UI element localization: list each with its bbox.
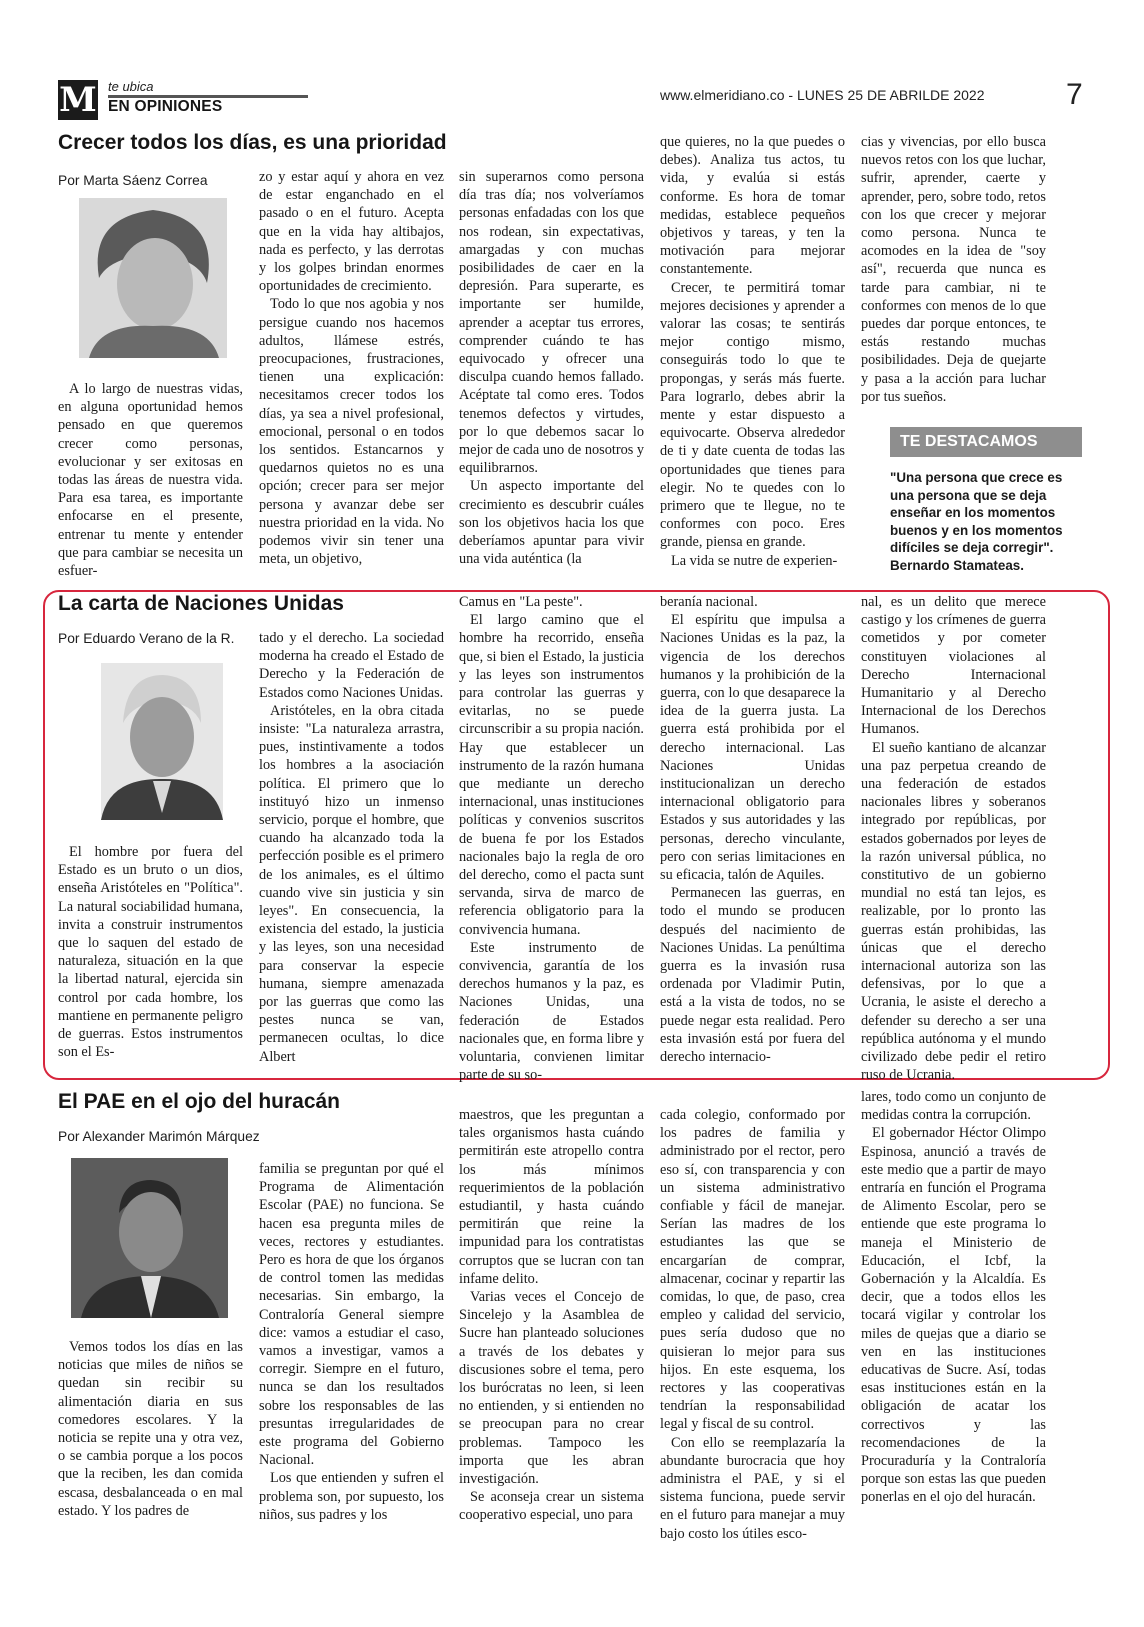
newspaper-logo: M (59, 80, 97, 120)
article3-column-5 (861, 1088, 1046, 1556)
paragraph: familia se preguntan por qué el Programa de Alimentación Escolar (PAE) no funciona. Se hacen esa pregunta miles de veces, rectores y estudiantes. Pero es hora de que los órganos de control tomen las medidas necesarias. Sin embargo, la Contraloría General siempre dice: vamos a estudiar el caso, vamos a investigar, vamos a corregir. Siempre en el futuro, nunca se dan los resultados sobre los responsables de las presuntas irregularidades de este programa del Gobierno Nacional. (259, 1161, 444, 1469)
paragraph: La vida se nutre de experien- (671, 552, 838, 569)
section-tagline: te ubica (108, 79, 154, 94)
paragraph: maestros, que les preguntan a tales organismos hasta cuándo permitirán este atropello contra los más mínimos requerimientos de la población estudiantil, y hasta cuándo permitirán que reine la impunidad para los contratistas corruptos que se lucran con tan infame delito. (459, 1107, 644, 1287)
portrait-icon (101, 663, 223, 820)
portrait-icon (71, 1158, 228, 1318)
paragraph: Camus en "La peste". (459, 594, 583, 610)
paragraph: A lo largo de nuestras vidas, en alguna oportunidad hemos pensado en que queremos crecer como personas, evolucionar y ser exitosas en todas las áreas de nuestra vida. Para esa tarea, es importante enfocarse en el presente, entrenar tu mente y entender que para cambiar se necesita un esfuer- (58, 381, 243, 580)
article-title: El PAE en el ojo del huracán (58, 1090, 341, 1113)
author-photo (79, 198, 227, 358)
paragraph: lares, todo como un conjunto de medidas contra la corrupción. (861, 1089, 1046, 1124)
section-name: EN OPINIONES (108, 98, 223, 115)
highlight-author: Bernardo Stamateas. (890, 558, 1024, 573)
paragraph: Permanecen las guerras, en todo el mundo se producen después del nacimiento de Naciones Unidas. La penúltima guerra es la invasión rusa ordenada por Vladimir Putin, está a la vista de todos, no se puede negar esta realidad. Pero esta invasión está por fuera del derecho internacio- (660, 885, 845, 1066)
paragraph: Con ello se reemplazaría la abundante burocracia que hoy administra el PAE, y si el sistema funciona, puede servir en el futuro para manejar a muy bajo costo los útiles esco- (660, 1434, 845, 1542)
paragraph: beranía nacional. (660, 594, 758, 610)
paragraph: Este instrumento de convivencia, garantía de los derechos humanos y la paz, es Naciones Unidas, una federación de Estados nacionales que, en forma libre y voluntaria, convienen limitar parte de su so- (459, 939, 644, 1084)
article2-column-5 (861, 593, 1046, 1084)
paragraph: El largo camino que el hombre ha recorrido, enseña que, si bien el Estado, la justicia y las leyes son instrumentos para controlar las guerras y evitarlas, no se puede circunscribir a su propia nación. Hay que establecer un instrumento de la razón humana que mediante un derecho internacional, unas instituciones políticas y convenios suscritos de buena fe por los Estados nacionales bajo la regla de oro del derecho, como el pacta sunt servanda, sirva de marco de referencia obligatorio para la convivencia humana. (459, 612, 644, 938)
paragraph: Vemos todos los días en las noticias que miles de niños se quedan sin recibir su alimentación diaria en sus comedores escolares. Y la noticia se repite una y otra vez, o se cambia porque a los pocos que la reciben, les dan comida escasa, desbalanceada o en mal estado. Y los padres de (58, 1339, 243, 1519)
article2-column-3 (459, 593, 644, 1084)
article1-column-3 (459, 168, 645, 568)
article-byline: Por Alexander Marimón Márquez (58, 1129, 260, 1144)
highlight-quote: "Una persona que crece es una persona que se deja enseñar en los momentos buenos y en los momentos difíciles se deja corregir". (890, 470, 1063, 556)
article2-column-4 (660, 593, 845, 1066)
paragraph: Todo lo que nos agobia y nos persigue cuando nos hacemos adultos, llámese estrés, preocupaciones, frustraciones, tienen una explicación: necesitamos crecer todos los días, ya sea a nivel profesional, emocional, personal o en todos los sentidos. Estancarnos y quedarnos quietos no es una opción; crecer para ser mejor persona y avanzar debe ser nuestra prioridad en la vida. No podemos vivir sin tener una meta, un objetivo, (259, 296, 444, 568)
article3-column-2 (259, 1160, 444, 1556)
paragraph: nal, es un delito que merece castigo y los crímenes de guerra cometidos y por cometer constituyen violaciones al Derecho Internacional Humanitario y al Derecho Internacional de los Derechos Humanos. (861, 594, 1046, 738)
article1-column-5 (861, 133, 1046, 418)
article-title: Crecer todos los días, es una prioridad (58, 131, 447, 154)
paragraph: cada colegio, conformado por los padres de familia y administrado por el rector, pero eso sí, con transparencia y con un sistema administrativo confiable y fácil de manejar. Serían las madres de los estudiantes las que se encargarían de comprar, almacenar, cocinar y repartir las comidas, lo que, de paso, crea empleo y calidad del servicio, pues sería dudoso que no quisieran lo mejor para sus hijos. En este esquema, los rectores y las cooperativas tendrían la responsabilidad legal y fiscal de su control. (660, 1107, 845, 1433)
article3-column-1 (58, 1338, 243, 1556)
article2-column-1 (58, 843, 243, 1061)
paragraph: El gobernador Héctor Olimpo Espinosa, anunció a través de este medio que a partir de mayo entraría en función el Programa de Alimento Escolar, pero se entiende que este programa lo maneja el Ministerio de Educación, el Icbf, la Gobernación y la Alcaldía. Es decir, que a todos ellos les tocará vigilar y controlar los miles de quejas que a diario se ven en las instituciones educativas de Sucre. Así, todas esas instituciones están en la obligación de acatar los correctivos y las recomendaciones de la Procuraduría y la Contraloría porque son estas las que pueden ponerlas en el ojo del huracán. (861, 1125, 1046, 1506)
article3-column-3 (459, 1106, 644, 1556)
paragraph: Aristóteles, en la obra citada insiste: "La naturaleza arrastra, pues, instintivamente a todos los hombres a la asociación política. El primero que lo instituyó hizo un inmenso servicio, porque el hombre, que cuando ha alcanzado toda la perfección posible es el primero de los animales, es el último cuando vive sin justicia y sin leyes". En consecuencia, la existencia del estado, la justicia y las leyes, son una necesidad para conservar la especie humana, siempre amenazada por las guerras que como las pestes nunca se van, permanecen ocultas, lo dice Albert (259, 702, 444, 1065)
author-photo (101, 663, 223, 820)
paragraph: zo y estar aquí y ahora en vez de estar enganchado en el pasado o en el futuro. Acepta que en la vida hay altibajos, nada es perfecto, y las derrotas y los golpes brindan enormes oportunidades de crecimiento. (259, 169, 444, 295)
article1-column-4 (660, 133, 845, 569)
author-photo (71, 1158, 228, 1318)
site-date: www.elmeridiano.co - LUNES 25 DE ABRILDE 2022 (660, 87, 985, 103)
paragraph: que quieres, no la que puedes o debes). Analiza tus actos, tu vida, y evalúa si estás conforme. Es hora de tomar medidas, establece pequeños objetivos y tareas, y ten la motivación para mejorar constantemente. (660, 134, 845, 278)
paragraph: El espíritu que impulsa a Naciones Unidas es la paz, la vigencia de los derechos humanos y la prohibición de la guerra, con lo que desaparece la idea de la guerra justa. La guerra está prohibida por el derecho internacional. Las Naciones Unidas institucionalizan un derecho internacional obligatorio para Estados y sus autoridades y las personas, derecho vinculante, pero con serias limitaciones en su eficacia, talón de Aquiles. (660, 612, 845, 884)
article3-column-4 (660, 1106, 845, 1556)
paragraph: Varias veces el Concejo de Sincelejo y la Asamblea de Sucre han planteado soluciones a través de los debates y discusiones sobre el tema, pero los burócratas no leen, si leen no entienden, y si entienden no se preocupan para no crear problemas. Tampoco les importa que les abran investigación. (459, 1289, 644, 1488)
paragraph: El hombre por fuera del Estado es un bruto o un dios, enseña Aristóteles en "Política". La natural sociabilidad humana, invita a construir instrumentos que lo saquen del estado de naturaleza, situación en la que la libertad natural, ejercida sin control por cada hombre, los mantiene en permanente peligro de guerras. Estos instrumentos son el Es- (58, 844, 243, 1061)
article2-column-2 (259, 629, 444, 1065)
paragraph: Crecer, te permitirá tomar mejores decisiones y aprender a valorar las cosas; te sentirás mejor contigo mismo, conseguirás todo lo que te propongas, y serás más fuerte. Para lograrlo, debes abrir la mente y estar dispuesto a equivocarte. Observa alrededor de ti y date cuenta de todas las oportunidades que tienes para elegir. No te quedes con lo primero que te llegue, no te conformes con poco. Eres grande, piensa en grande. (660, 279, 845, 551)
article1-column-2 (259, 168, 444, 568)
paragraph: Se aconseja crear un sistema cooperativo especial, uno para (459, 1489, 644, 1524)
highlight-title: TE DESTACAMOS (890, 427, 1082, 457)
article1-column-1 (58, 380, 243, 580)
article-byline: Por Marta Sáenz Correa (58, 173, 208, 188)
article-byline: Por Eduardo Verano de la R. (58, 631, 235, 646)
article-title: La carta de Naciones Unidas (58, 592, 344, 615)
paragraph: Un aspecto importante del crecimiento es descubrir cuáles son los objetivos hacia los que deberíamos apuntar para vivir una vida auténtica (la (459, 478, 644, 568)
paragraph: El sueño kantiano de alcanzar una paz perpetua creando de una federación de estados nacionales libres y soberanos integrado por repúblicas, por estados gobernados por leyes de la razón universal pública, no constitutivo de un gobierno mundial no está tan lejos, es realizable, por lo pronto las guerras están prohibidas, las únicas que el derecho internacional autoriza son las defensivas, por lo que a Ucrania, le asiste el derecho a defender su derecho a ser una república autónoma y el mundo civilizado debe pedir el retiro ruso de Ucrania. (861, 739, 1046, 1084)
paragraph: Los que entienden y sufren el problema son, por supuesto, los niños, sus padres y los (259, 1470, 444, 1523)
paragraph: tado y el derecho. La sociedad moderna ha creado el Estado de Derecho y la Federación de Estados como Naciones Unidas. (259, 630, 444, 701)
paragraph: cias y vivencias, por ello busca nuevos retos con los que luchar, sufrir, aprender, caerte y aprender, pero, sobre todo, retos con los que crecer y mejorar como persona. Nunca te acomodes en la idea de "soy así", recuerda que nunca es tarde para cambiar, ni te conformes con menos de lo que puedes dar porque entonces, te estás restando muchas posibilidades. Deja de quejarte y pasa a la acción para luchar por tus sueños. (861, 134, 1046, 405)
page-number: 7 (1066, 78, 1083, 111)
portrait-icon (79, 198, 227, 358)
paragraph: sin superarnos como persona día tras día; nos volveríamos personas enfadadas con los que nos rodean, sin expectativas, amargadas y con muchas posibilidades de caer en la depresión. Para superarte, es importante ser humilde, aprender a aceptar tus errores, comprender cuándo te has equivocado y ofrecer una disculpa cuando hemos fallado. Acéptate tal como eres. Todos tenemos defectos y virtudes, por lo que debemos sacar lo mejor de cada uno de nosotros y equilibrarnos. (459, 169, 645, 477)
